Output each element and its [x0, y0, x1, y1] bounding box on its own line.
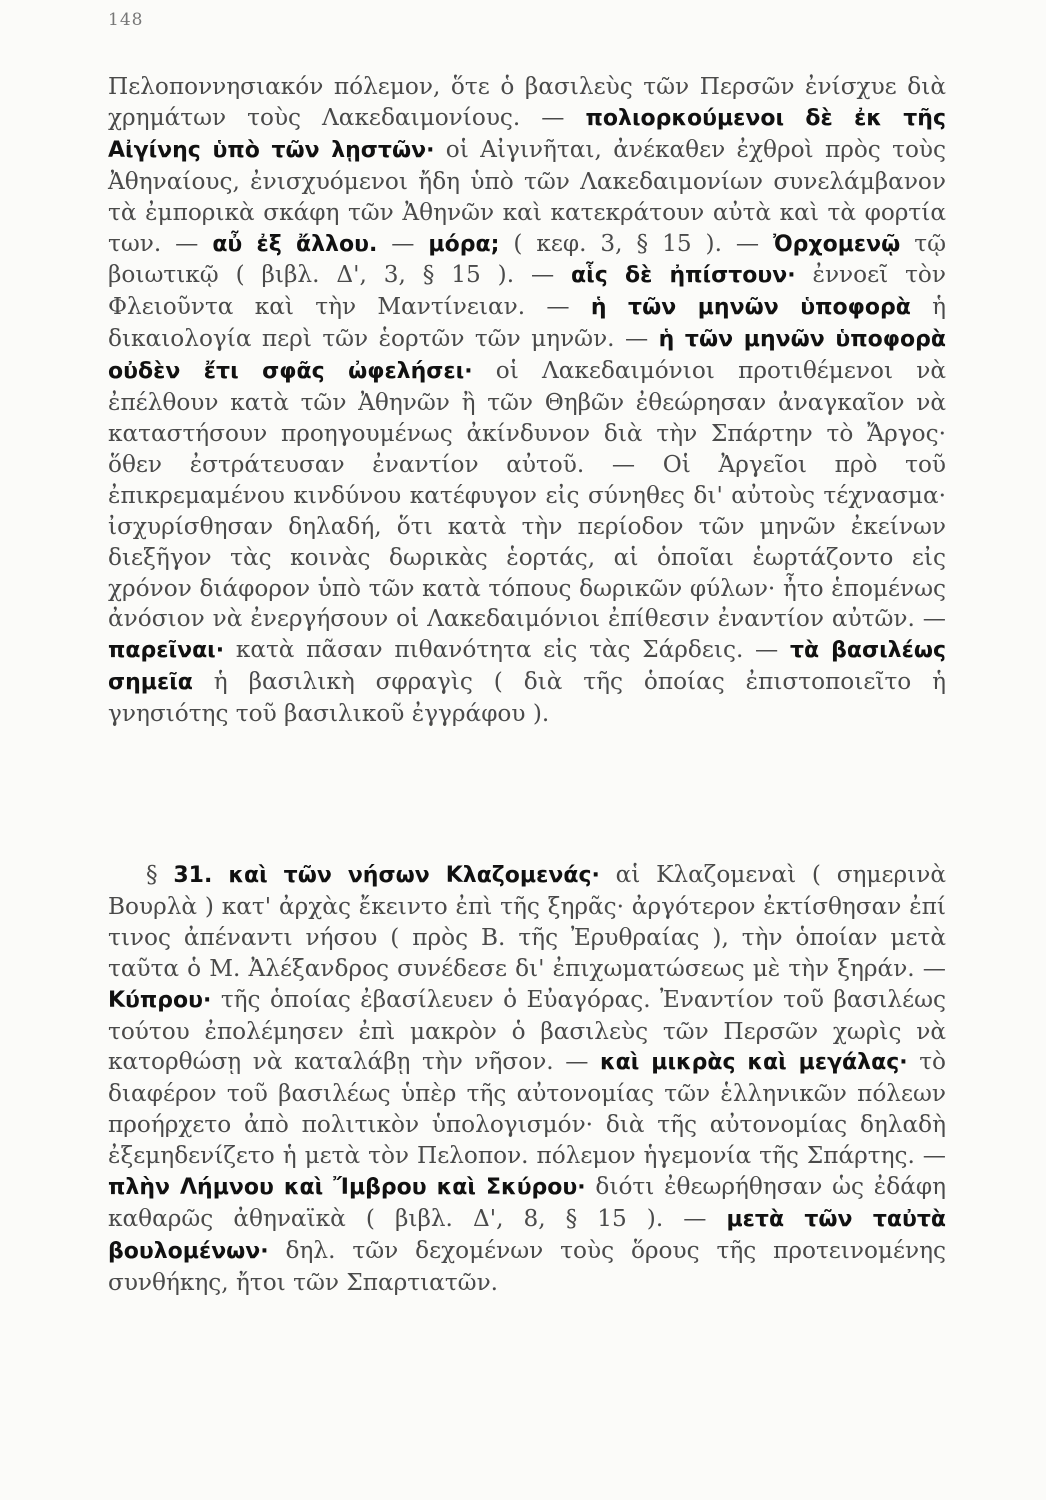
- bold-lemma: καὶ μικρὰς καὶ μεγάλας·: [600, 1050, 908, 1076]
- commentary-paragraph: [108, 860, 946, 1299]
- gloss-text: κατὰ πᾶσαν πιθανότητα εἰς τὰς Σάρδεις. —: [224, 636, 790, 664]
- gloss-text: αἱ Κλαζομεναὶ ( σημερινὰ Βουρλὰ ) κατ' ἀρχὰς ἔκειντο ἐπὶ τῆς ξηρᾶς· ἀργότερον ἐκτίσθησαν ἐπί τινος ἀπέναντι νήσου ( πρὸς Β. τῆς Ἐρυθραίας ), τὴν ὁποίαν μετὰ ταῦτα ὁ Μ. Ἀλέξανδρος συνέδεσε δι' ἐπιχωματώσεως μὲ τὴν ξηράν. —: [108, 861, 946, 982]
- gloss-text: —: [377, 229, 429, 257]
- bold-lemma: μετὰ τῶν ταὐτὰ βουλομένων·: [108, 1206, 947, 1264]
- gloss-text: ἡ βασιλικὴ σφραγὶς ( διὰ τῆς ὁποίας ἐπιστοποιεῖτο ἡ γνησιότης τοῦ βασιλικοῦ ἐγγράφου ).: [108, 668, 946, 728]
- gloss-text: §: [146, 861, 174, 888]
- gloss-text: διότι ἐθεωρήθησαν ὡς ἐδάφη καθαρῶς ἀθηναϊκὰ ( βιβλ. Δ', 8, § 15 ). —: [108, 1173, 946, 1232]
- gloss-text: οἱ Αἰγινῆται, ἀνέκαθεν ἐχθροὶ πρὸς τοὺς Ἀθηναίους, ἐνισχυόμενοι ἤδη ὑπὸ τῶν Λακεδαιμονίων συνελάμβανον τὰ ἐμπορικὰ σκάφη τῶν Ἀθηνῶν καὶ κατεκράτουν αὐτὰ καὶ τὰ φορτία των. —: [108, 135, 946, 257]
- bold-lemma: μόρα;: [428, 231, 500, 257]
- bold-lemma: Ὀρχομενῷ: [773, 231, 901, 257]
- gloss-text: Πελοποννησιακόν πόλεμον, ὅτε ὁ βασιλεὺς τῶν Περσῶν ἐνίσχυε διὰ χρημάτων τοὺς Λακεδαιμονίους. —: [108, 73, 946, 131]
- gloss-text: ἐννοεῖ τὸν Φλειοῦντα καὶ τὴν Μαντίνειαν. —: [108, 261, 946, 321]
- gloss-text: ( κεφ. 3, § 15 ). —: [499, 229, 774, 257]
- gloss-text: τῆς ὁποίας ἐβασίλευεν ὁ Εὐαγόρας. Ἐναντίον τοῦ βασιλέως τούτου ἐπολέμησεν ἐπὶ μακρὸν ὁ βασιλεὺς τῶν Περσῶν χωρὶς νὰ κατορθώσῃ νὰ καταλάβῃ τὴν νῆσον. —: [108, 985, 946, 1076]
- bold-lemma: ἡ τῶν μηνῶν ὑποφορὰ: [590, 295, 911, 321]
- page-number: 148: [108, 10, 144, 30]
- gloss-text: ἡ δικαιολογία περὶ τῶν ἑορτῶν τῶν μηνῶν. —: [108, 293, 946, 353]
- gloss-text: τῷ βοιωτικῷ ( βιβλ. Δ', 3, § 15 ). —: [108, 229, 946, 289]
- bold-lemma: πλὴν Λήμνου καὶ Ἴμβρου καὶ Σκύρου·: [108, 1175, 586, 1201]
- bold-lemma: Κύπρου·: [108, 987, 212, 1013]
- bold-lemma: παρεῖναι·: [108, 638, 225, 664]
- bold-lemma: αὖ ἐξ ἄλλου.: [212, 231, 378, 257]
- bold-lemma: τὰ βασιλέως σημεῖα: [108, 638, 946, 696]
- bold-lemma: 31. καὶ τῶν νήσων Κλαζομενάς·: [173, 863, 600, 888]
- gloss-text: οἱ Λακεδαιμόνιοι προτιθέμενοι νὰ ἐπέλθουν κατὰ τῶν Ἀθηνῶν ἢ τῶν Θηβῶν ἐθεώρησαν ἀναγκαῖον νὰ καταστήσουν προηγουμένως ἀκίνδυνον διὰ τὴν Σπάρτην τὸ Ἄργος· ὅθεν ἐστράτευσαν ἐναντίον αὐτοῦ. — Οἱ Ἀργεῖοι πρὸ τοῦ ἐπικρεμαμένου κινδύνου κατέφυγον εἰς σύνηθες δι' αὐτοὺς τέχνασμα· ἰσχυρίσθησαν δηλαδή, ὅτι κατὰ τὴν περίοδον τῶν μηνῶν ἐκείνων διεξῆγον τὰς κοινὰς δωρικὰς ἑορτάς, αἱ ὁποῖαι ἑωρτάζοντο εἰς χρόνον διάφορον ὑπὸ τῶν κατὰ τόπους δωρικῶν φύλων· ἦτο ἑπομένως ἀνόσιον νὰ ἐνεργήσουν οἱ Λακεδαιμόνιοι ἐπίθεσιν ἐναντίον αὐτῶν. —: [108, 357, 946, 633]
- gloss-text: τὸ διαφέρον τοῦ βασιλέως ὑπὲρ τῆς αὐτονομίας τῶν ἑλληνικῶν πόλεων προήρχετο ἀπὸ πολιτικὸν ὑπολογισμόν· διὰ τῆς αὐτονομίας δηλαδὴ ἐξεμηδενίζετο ἡ μετὰ τὸν Πελοπον. πόλεμον ἡγεμονία τῆς Σπάρτης. —: [108, 1048, 946, 1170]
- bold-lemma: ἡ τῶν μηνῶν ὑποφορὰ οὐδὲν ἔτι σφᾶς ὠφελήσει·: [108, 327, 946, 385]
- commentary-paragraph: [108, 72, 946, 730]
- bold-lemma: αἷς δὲ ἠπίστουν·: [571, 263, 796, 289]
- gloss-text: δηλ. τῶν δεχομένων τοὺς ὅρους τῆς προτεινομένης συνθήκης, ἤτοι τῶν Σπαρτιατῶν.: [108, 1236, 946, 1296]
- bold-lemma: πολιορκούμενοι δὲ ἐκ τῆς Αἰγίνης ὑπὸ τῶν λῃστῶν·: [108, 105, 946, 163]
